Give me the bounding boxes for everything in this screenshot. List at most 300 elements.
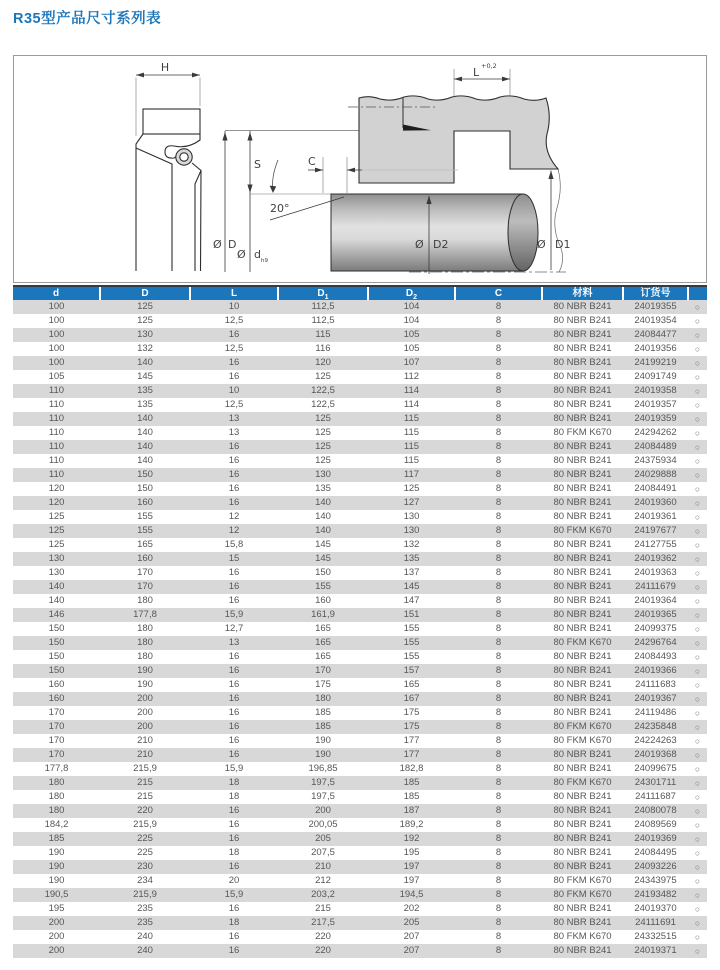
cell-c: 8 <box>495 833 502 844</box>
cell-order-no: 24084493 <box>634 651 677 662</box>
cell-d: 110 <box>48 427 65 438</box>
cell-d1: 145 <box>315 539 331 550</box>
table-row <box>13 412 707 426</box>
cell-d1: 200,05 <box>308 819 338 830</box>
table-row <box>13 510 707 524</box>
cell-l: 16 <box>228 567 240 578</box>
seal-cross-section <box>136 109 201 271</box>
cell-outer-d: 135 <box>137 385 153 396</box>
cell-stock-mark: ○ <box>694 680 701 690</box>
cell-d: 180 <box>48 777 65 788</box>
cell-outer-d: 220 <box>137 805 153 816</box>
cell-outer-d: 145 <box>137 371 153 382</box>
cell-order-no: 24111687 <box>635 791 676 802</box>
cell-d1: 122,5 <box>311 385 335 396</box>
cell-order-no: 24019367 <box>634 693 677 704</box>
cell-stock-mark: ○ <box>694 344 701 354</box>
cell-order-no: 24019364 <box>634 595 677 606</box>
cell-d1: 170 <box>315 665 331 676</box>
cell-stock-mark: ○ <box>694 428 701 438</box>
cell-material: 80 NBR B241 <box>553 651 612 662</box>
cell-material: 80 NBR B241 <box>553 763 612 774</box>
cell-outer-d: 190 <box>137 665 153 676</box>
cell-order-no: 24019368 <box>634 749 677 760</box>
cell-outer-d: 190 <box>137 679 153 690</box>
cell-order-no: 24294262 <box>634 427 677 438</box>
cell-material: 80 NBR B241 <box>553 749 612 760</box>
cell-outer-d: 200 <box>137 707 153 718</box>
cell-material: 80 FKM K670 <box>553 875 612 886</box>
cell-d: 184,2 <box>44 819 69 830</box>
cell-d2: 177 <box>403 735 420 746</box>
cell-outer-d: 125 <box>137 301 153 312</box>
cell-order-no: 24084477 <box>634 329 677 340</box>
cell-l: 18 <box>228 917 240 928</box>
cell-order-no: 24019362 <box>634 553 677 564</box>
cell-l: 16 <box>228 441 240 452</box>
cell-outer-d: 140 <box>137 427 153 438</box>
cell-d: 110 <box>48 469 65 480</box>
cell-c: 8 <box>495 623 502 634</box>
cell-d1: 130 <box>315 469 331 480</box>
cell-d2: 175 <box>403 721 420 732</box>
cell-d: 100 <box>48 329 65 340</box>
cell-l: 12 <box>228 511 240 522</box>
cell-l: 20 <box>228 875 240 886</box>
cell-material: 80 NBR B241 <box>553 469 612 480</box>
cell-l: 16 <box>228 693 240 704</box>
cell-stock-mark: ○ <box>694 610 701 620</box>
cell-d1: 165 <box>315 651 331 662</box>
cell-material: 80 NBR B241 <box>553 609 612 620</box>
cell-material: 80 NBR B241 <box>553 301 612 312</box>
cell-d: 120 <box>48 497 65 508</box>
cell-l: 12,7 <box>224 623 244 634</box>
cell-l: 13 <box>228 427 240 438</box>
cell-d2: 207 <box>403 931 420 942</box>
cell-material: 80 NBR B241 <box>553 833 612 844</box>
cell-d1: 116 <box>315 343 331 354</box>
cell-stock-mark: ○ <box>694 498 701 508</box>
label-H: H <box>160 61 170 74</box>
table-row <box>13 846 707 860</box>
cell-outer-d: 180 <box>137 651 153 662</box>
cell-d1: 140 <box>315 497 331 508</box>
cell-l: 12 <box>228 525 240 536</box>
cell-outer-d: 132 <box>137 343 153 354</box>
cell-d1: 210 <box>315 861 331 872</box>
cell-d: 200 <box>48 917 65 928</box>
cell-material: 80 FKM K670 <box>553 637 612 648</box>
cell-stock-mark: ○ <box>694 540 701 550</box>
cell-stock-mark: ○ <box>694 470 701 480</box>
cell-d2: 125 <box>403 483 420 494</box>
cell-stock-mark: ○ <box>694 890 701 900</box>
cell-stock-mark: ○ <box>694 778 701 788</box>
cell-c: 8 <box>495 679 502 690</box>
cell-d1: 161,9 <box>311 609 335 620</box>
cell-material: 80 NBR B241 <box>553 399 612 410</box>
cell-l: 10 <box>228 385 240 396</box>
cell-outer-d: 225 <box>137 833 153 844</box>
cell-d1: 160 <box>315 595 331 606</box>
cell-order-no: 24019355 <box>634 301 677 312</box>
cell-d2: 155 <box>403 623 420 634</box>
label-D: D <box>228 238 237 251</box>
label-D1: D1 <box>555 238 571 251</box>
col-header-stock <box>688 286 707 300</box>
cell-d: 190,5 <box>44 889 69 900</box>
cell-d2: 185 <box>403 791 420 802</box>
cell-d1: 112,5 <box>311 301 335 312</box>
cell-l: 16 <box>228 903 240 914</box>
cell-d2: 189,2 <box>399 819 424 830</box>
cell-d1: 190 <box>315 735 331 746</box>
diameter-symbol: Ø <box>237 248 246 261</box>
cell-c: 8 <box>495 861 502 872</box>
cell-d: 110 <box>48 385 65 396</box>
cell-c: 8 <box>495 847 502 858</box>
cell-material: 80 NBR B241 <box>553 357 612 368</box>
cell-c: 8 <box>495 749 502 760</box>
cell-d1: 217,5 <box>311 917 335 928</box>
cell-material: 80 NBR B241 <box>553 623 612 634</box>
cell-order-no: 24019360 <box>634 497 677 508</box>
col-header-c: C <box>455 286 542 300</box>
cell-outer-d: 140 <box>137 441 153 452</box>
cell-d1: 122,5 <box>311 399 335 410</box>
cell-d: 170 <box>48 749 65 760</box>
cell-c: 8 <box>495 693 502 704</box>
cell-d1: 125 <box>315 455 331 466</box>
label-angle: 20° <box>270 202 290 215</box>
cell-order-no: 24099675 <box>634 763 677 774</box>
cell-d2: 137 <box>403 567 420 578</box>
cell-order-no: 24080078 <box>634 805 677 816</box>
table-row <box>13 944 707 958</box>
cell-d2: 117 <box>403 469 420 480</box>
cell-stock-mark: ○ <box>694 750 701 760</box>
cell-material: 80 NBR B241 <box>553 595 612 606</box>
cell-d2: 115 <box>403 455 420 466</box>
cell-order-no: 24019359 <box>634 413 677 424</box>
cell-outer-d: 235 <box>137 903 153 914</box>
cell-d1: 155 <box>315 581 331 592</box>
table-row <box>13 874 707 888</box>
diameter-symbol: Ø <box>415 238 424 251</box>
cell-d2: 177 <box>403 749 420 760</box>
cell-material: 80 FKM K670 <box>553 525 612 536</box>
cell-d1: 125 <box>315 441 331 452</box>
cell-d1: 185 <box>315 721 331 732</box>
cell-outer-d: 215,9 <box>133 763 157 774</box>
cell-order-no: 24019370 <box>634 903 677 914</box>
cell-l: 12,5 <box>224 343 244 354</box>
cell-stock-mark: ○ <box>694 806 701 816</box>
cell-stock-mark: ○ <box>694 512 701 522</box>
cell-stock-mark: ○ <box>694 666 701 676</box>
cell-d2: 197 <box>403 875 420 886</box>
cell-order-no: 24111683 <box>635 679 676 690</box>
cell-c: 8 <box>495 595 502 606</box>
cell-d2: 155 <box>403 637 420 648</box>
cell-c: 8 <box>495 609 502 620</box>
cell-order-no: 24019363 <box>634 567 677 578</box>
cell-stock-mark: ○ <box>694 904 701 914</box>
table-row <box>13 790 707 804</box>
cell-l: 16 <box>228 735 240 746</box>
cell-outer-d: 140 <box>137 413 153 424</box>
cell-outer-d: 180 <box>137 637 153 648</box>
cell-material: 80 NBR B241 <box>553 805 612 816</box>
cell-outer-d: 125 <box>137 315 153 326</box>
cell-l: 16 <box>228 329 240 340</box>
cell-d2: 151 <box>403 609 420 620</box>
cell-d2: 115 <box>403 413 420 424</box>
cell-order-no: 24019357 <box>634 399 677 410</box>
cell-order-no: 24332515 <box>634 931 677 942</box>
table-row <box>13 832 707 846</box>
cell-material: 80 FKM K670 <box>553 777 612 788</box>
cell-c: 8 <box>495 301 502 312</box>
cell-outer-d: 155 <box>137 511 153 522</box>
cell-stock-mark: ○ <box>694 638 701 648</box>
cell-c: 8 <box>495 357 502 368</box>
cell-l: 16 <box>228 945 240 956</box>
table-row <box>13 496 707 510</box>
table-row <box>13 608 707 622</box>
cell-c: 8 <box>495 315 502 326</box>
cell-c: 8 <box>495 511 502 522</box>
cell-material: 80 NBR B241 <box>553 371 612 382</box>
table-row <box>13 664 707 678</box>
cell-d: 160 <box>48 679 65 690</box>
cell-material: 80 NBR B241 <box>553 539 612 550</box>
cell-l: 16 <box>228 819 240 830</box>
col-header-outer-d: D <box>100 286 190 300</box>
table-row <box>13 370 707 384</box>
cell-c: 8 <box>495 371 502 382</box>
cell-order-no: 24084491 <box>634 483 677 494</box>
cell-c: 8 <box>495 931 502 942</box>
cell-d: 125 <box>48 511 65 522</box>
cell-d1: 200 <box>315 805 331 816</box>
cell-c: 8 <box>495 385 502 396</box>
table-row <box>13 524 707 538</box>
cell-order-no: 24019354 <box>634 315 677 326</box>
product-dimension-table <box>13 285 707 958</box>
diameter-symbol: Ø <box>213 238 222 251</box>
cell-d2: 192 <box>403 833 420 844</box>
cell-d2: 115 <box>403 441 420 452</box>
table-row <box>13 468 707 482</box>
cell-d: 120 <box>48 483 65 494</box>
cell-stock-mark: ○ <box>694 400 701 410</box>
cell-d1: 185 <box>315 707 331 718</box>
cell-l: 16 <box>228 861 240 872</box>
cell-outer-d: 177,8 <box>133 609 157 620</box>
table-row <box>13 356 707 370</box>
cell-c: 8 <box>495 329 502 340</box>
cell-l: 15,9 <box>224 609 244 620</box>
cell-l: 16 <box>228 595 240 606</box>
cell-outer-d: 215 <box>137 791 153 802</box>
table-row <box>13 916 707 930</box>
cell-stock-mark: ○ <box>694 764 701 774</box>
cell-material: 80 FKM K670 <box>553 931 612 942</box>
table-row <box>13 440 707 454</box>
cell-outer-d: 215,9 <box>133 889 157 900</box>
cell-c: 8 <box>495 483 502 494</box>
cell-stock-mark: ○ <box>694 834 701 844</box>
cell-order-no: 24084495 <box>634 847 677 858</box>
cell-stock-mark: ○ <box>694 372 701 382</box>
cell-d1: 125 <box>315 427 331 438</box>
cell-d2: 105 <box>403 343 420 354</box>
cell-order-no: 24089569 <box>634 819 677 830</box>
cell-l: 16 <box>228 679 240 690</box>
cell-d1: 220 <box>315 931 331 942</box>
dim-dia-D1 <box>537 171 570 271</box>
cell-c: 8 <box>495 441 502 452</box>
cell-stock-mark: ○ <box>694 386 701 396</box>
cell-outer-d: 135 <box>137 399 153 410</box>
cell-d2: 167 <box>403 693 420 704</box>
cell-stock-mark: ○ <box>694 708 701 718</box>
cell-d2: 107 <box>403 357 420 368</box>
table-row <box>13 342 707 356</box>
seal-installation-drawing <box>14 56 706 282</box>
cell-c: 8 <box>495 791 502 802</box>
cell-c: 8 <box>495 637 502 648</box>
cell-material: 80 NBR B241 <box>553 581 612 592</box>
cell-stock-mark: ○ <box>694 820 701 830</box>
table-row <box>13 678 707 692</box>
cell-d1: 112,5 <box>311 315 335 326</box>
cell-order-no: 24235848 <box>634 721 677 732</box>
cell-d2: 182,8 <box>399 763 424 774</box>
cell-d1: 125 <box>315 413 331 424</box>
table-row <box>13 594 707 608</box>
cell-material: 80 FKM K670 <box>553 721 612 732</box>
cell-order-no: 24111679 <box>635 581 676 592</box>
cell-d: 100 <box>48 315 65 326</box>
cell-d: 190 <box>48 875 65 886</box>
cell-d: 190 <box>48 847 65 858</box>
cell-order-no: 24091749 <box>634 371 677 382</box>
dim-dia-d <box>237 248 268 264</box>
cell-material: 80 NBR B241 <box>553 511 612 522</box>
cell-d: 170 <box>48 735 65 746</box>
cell-c: 8 <box>495 497 502 508</box>
cell-l: 16 <box>228 721 240 732</box>
col-header-d1: $D_1$ <box>278 286 368 300</box>
cell-d: 190 <box>48 861 65 872</box>
cell-d: 185 <box>48 833 65 844</box>
cell-stock-mark: ○ <box>694 568 701 578</box>
cell-stock-mark: ○ <box>694 414 701 424</box>
cell-stock-mark: ○ <box>694 792 701 802</box>
cell-d: 110 <box>48 413 65 424</box>
cell-d1: 197,5 <box>311 791 335 802</box>
cell-outer-d: 200 <box>137 693 153 704</box>
cell-material: 80 NBR B241 <box>553 945 612 956</box>
cell-material: 80 NBR B241 <box>553 903 612 914</box>
cell-d: 170 <box>48 707 65 718</box>
cell-l: 13 <box>228 413 240 424</box>
table-header-row <box>13 286 707 300</box>
cell-d: 125 <box>48 525 65 536</box>
cell-order-no: 24224263 <box>634 735 677 746</box>
cell-d1: 196,85 <box>308 763 338 774</box>
cell-d2: 187 <box>403 805 420 816</box>
cell-d: 100 <box>48 357 65 368</box>
table-row <box>13 314 707 328</box>
cell-c: 8 <box>495 427 502 438</box>
cell-d: 110 <box>48 399 65 410</box>
cell-stock-mark: ○ <box>694 358 701 368</box>
cell-material: 80 NBR B241 <box>553 819 612 830</box>
cell-d: 180 <box>48 805 65 816</box>
table-row <box>13 888 707 902</box>
table-row <box>13 692 707 706</box>
cell-outer-d: 150 <box>137 469 153 480</box>
cell-d2: 130 <box>403 525 420 536</box>
cell-stock-mark: ○ <box>694 624 701 634</box>
table-row <box>13 300 707 314</box>
cell-order-no: 24296764 <box>634 637 677 648</box>
cell-d: 195 <box>48 903 65 914</box>
cell-c: 8 <box>495 763 502 774</box>
cell-d1: 212 <box>315 875 331 886</box>
shaft <box>331 194 523 271</box>
cell-order-no: 24019365 <box>634 609 677 620</box>
cell-outer-d: 155 <box>137 525 153 536</box>
cell-c: 8 <box>495 539 502 550</box>
cell-l: 13 <box>228 637 240 648</box>
cell-material: 80 NBR B241 <box>553 343 612 354</box>
label-d: d <box>254 248 261 261</box>
cell-material: 80 NBR B241 <box>553 483 612 494</box>
cell-l: 16 <box>228 371 240 382</box>
cell-d2: 104 <box>403 315 420 326</box>
cell-outer-d: 210 <box>137 735 153 746</box>
cell-order-no: 24019369 <box>634 833 677 844</box>
cell-outer-d: 140 <box>137 455 153 466</box>
cell-c: 8 <box>495 819 502 830</box>
cell-stock-mark: ○ <box>694 918 701 928</box>
cell-d1: 150 <box>315 567 331 578</box>
cell-d1: 207,5 <box>311 847 335 858</box>
cell-l: 16 <box>228 455 240 466</box>
cell-stock-mark: ○ <box>694 526 701 536</box>
table-row <box>13 384 707 398</box>
cell-outer-d: 140 <box>137 357 153 368</box>
cell-stock-mark: ○ <box>694 736 701 746</box>
table-row <box>13 902 707 916</box>
table-row <box>13 552 707 566</box>
cell-outer-d: 240 <box>137 945 153 956</box>
cell-d1: 135 <box>315 483 331 494</box>
cell-outer-d: 150 <box>137 483 153 494</box>
cell-d2: 155 <box>403 651 420 662</box>
cell-outer-d: 160 <box>137 553 153 564</box>
cell-l: 16 <box>228 707 240 718</box>
cell-outer-d: 215 <box>137 777 153 788</box>
cell-c: 8 <box>495 651 502 662</box>
cell-d1: 203,2 <box>311 889 335 900</box>
cell-d1: 120 <box>315 357 331 368</box>
